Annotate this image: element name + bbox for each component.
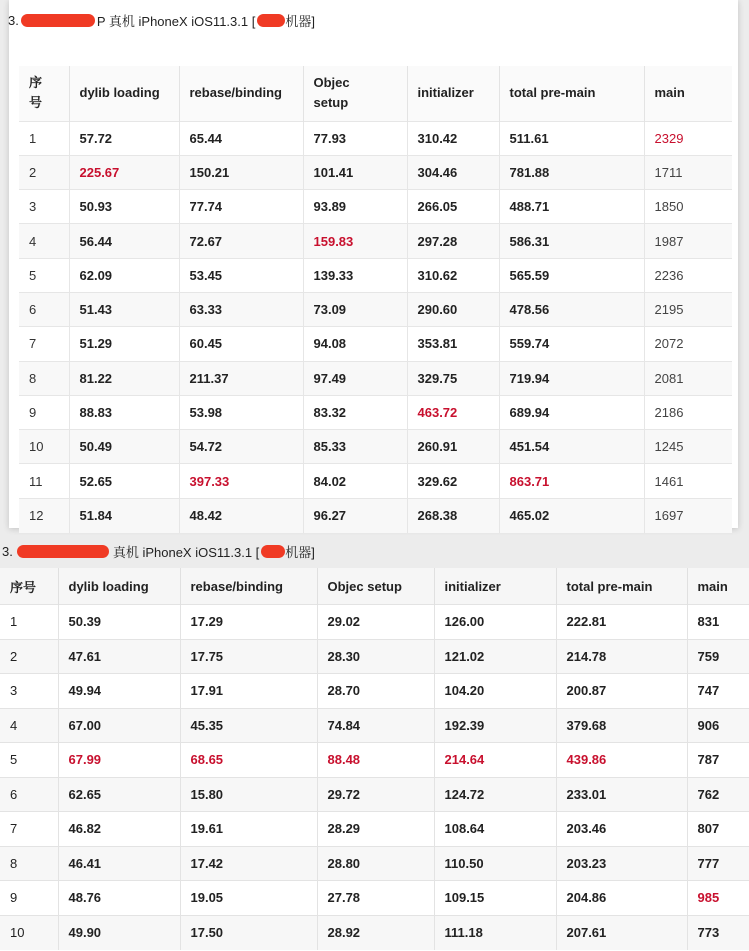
- table-cell: 111.18: [434, 915, 556, 950]
- row-index-cell: 8: [0, 846, 58, 881]
- table-cell: 110.50: [434, 846, 556, 881]
- column-header: total pre-main: [556, 568, 687, 605]
- table-cell: 2236: [654, 267, 684, 283]
- table-cell: 906: [697, 717, 720, 733]
- table-row: [0, 743, 749, 778]
- table-cell: 104.20: [434, 674, 556, 709]
- bottom-caption-suffix: 机器]: [285, 545, 315, 560]
- table-cell: 54.72: [179, 430, 303, 464]
- table-cell: 2186: [654, 405, 684, 421]
- table-row: [19, 258, 732, 292]
- table-cell: 48.76: [58, 881, 180, 916]
- table-row: [19, 190, 732, 224]
- table-cell: 51.84: [69, 498, 179, 532]
- table-cell: 586.31: [499, 224, 644, 258]
- table-cell: 88.83: [69, 395, 179, 429]
- table-cell: 29.72: [317, 777, 434, 812]
- table-cell: 29.02: [317, 605, 434, 640]
- table-cell: 200.87: [556, 674, 687, 709]
- table-row: [0, 812, 749, 847]
- row-index-cell: 1: [19, 121, 69, 155]
- row-index-cell: 11: [19, 464, 69, 498]
- table-cell: 17.42: [180, 846, 317, 881]
- row-index-cell: 5: [19, 258, 69, 292]
- table-cell: 81.22: [69, 361, 179, 395]
- table-row: [19, 395, 732, 429]
- table-cell: 51.43: [69, 292, 179, 326]
- redaction-mark: [21, 14, 95, 27]
- table-row: [0, 777, 749, 812]
- table-cell: 88.48: [317, 743, 434, 778]
- table-row: [19, 498, 732, 532]
- top-caption-suffix: 机器]: [285, 14, 315, 29]
- table-cell: 109.15: [434, 881, 556, 916]
- table-cell: 831: [697, 614, 720, 630]
- row-index-cell: 10: [19, 430, 69, 464]
- table-header-row: [0, 568, 749, 605]
- column-header: dylib loading: [58, 568, 180, 605]
- table-cell: 759: [697, 648, 720, 664]
- table-row: [0, 708, 749, 743]
- table-cell: 121.02: [434, 639, 556, 674]
- top-caption-middle: P 真机 iPhoneX iOS11.3.1 [: [96, 14, 256, 29]
- table-row: [0, 915, 749, 950]
- table-cell: 49.90: [58, 915, 180, 950]
- table-cell: 17.50: [180, 915, 317, 950]
- table-cell: 67.00: [58, 708, 180, 743]
- table-row: [0, 674, 749, 709]
- column-header: 序 号: [19, 66, 69, 121]
- table-cell: 2195: [654, 302, 684, 318]
- table-cell: 451.54: [499, 430, 644, 464]
- table-cell: 50.93: [69, 190, 179, 224]
- table-cell: 329.75: [407, 361, 499, 395]
- row-index-cell: 3: [19, 190, 69, 224]
- top-timing-table: [19, 66, 732, 533]
- table-cell: 463.72: [407, 395, 499, 429]
- column-header: Objec setup: [317, 568, 434, 605]
- table-cell: 353.81: [407, 327, 499, 361]
- row-index-cell: 9: [19, 395, 69, 429]
- column-header: rebase/binding: [179, 66, 303, 121]
- table-row: [0, 639, 749, 674]
- table-cell: 787: [697, 752, 720, 768]
- row-index-cell: 1: [0, 605, 58, 640]
- table-cell: 439.86: [556, 743, 687, 778]
- row-index-cell: 6: [0, 777, 58, 812]
- table-cell: 68.65: [180, 743, 317, 778]
- table-cell: 2081: [654, 370, 684, 386]
- column-header: initializer: [407, 66, 499, 121]
- table-row: [0, 881, 749, 916]
- redaction-mark: [17, 545, 109, 558]
- table-cell: 77.74: [179, 190, 303, 224]
- table-cell: 15.80: [180, 777, 317, 812]
- row-index-cell: 5: [0, 743, 58, 778]
- table-cell: 1987: [654, 233, 684, 249]
- table-cell: 73.09: [303, 292, 407, 326]
- table-cell: 46.41: [58, 846, 180, 881]
- row-index-cell: 6: [19, 292, 69, 326]
- table-cell: 719.94: [499, 361, 644, 395]
- table-row: [0, 846, 749, 881]
- table-cell: 28.29: [317, 812, 434, 847]
- table-cell: 192.39: [434, 708, 556, 743]
- row-index-cell: 4: [0, 708, 58, 743]
- column-header: main: [687, 568, 749, 605]
- table-cell: 27.78: [317, 881, 434, 916]
- table-cell: 329.62: [407, 464, 499, 498]
- table-cell: 93.89: [303, 190, 407, 224]
- row-index-cell: 12: [19, 498, 69, 532]
- column-header: initializer: [434, 568, 556, 605]
- row-index-cell: 4: [19, 224, 69, 258]
- table-cell: 101.41: [303, 155, 407, 189]
- table-cell: 150.21: [179, 155, 303, 189]
- table-cell: 62.09: [69, 258, 179, 292]
- table-row: [19, 327, 732, 361]
- table-cell: 47.61: [58, 639, 180, 674]
- table-cell: 17.75: [180, 639, 317, 674]
- table-row: [19, 430, 732, 464]
- table-cell: 159.83: [303, 224, 407, 258]
- table-cell: 60.45: [179, 327, 303, 361]
- table-cell: 204.86: [556, 881, 687, 916]
- table-cell: 28.92: [317, 915, 434, 950]
- table-cell: 46.82: [58, 812, 180, 847]
- table-cell: 1850: [654, 199, 684, 215]
- table-cell: 266.05: [407, 190, 499, 224]
- table-cell: 781.88: [499, 155, 644, 189]
- table-header-row: [19, 66, 732, 121]
- redaction-mark: [257, 14, 285, 27]
- row-index-cell: 2: [0, 639, 58, 674]
- table-cell: 1461: [654, 473, 684, 489]
- bottom-caption: [2, 542, 315, 561]
- table-cell: 233.01: [556, 777, 687, 812]
- table-cell: 53.98: [179, 395, 303, 429]
- table-cell: 1711: [654, 164, 683, 180]
- table-cell: 94.08: [303, 327, 407, 361]
- table-cell: 488.71: [499, 190, 644, 224]
- table-cell: 985: [697, 890, 720, 906]
- table-cell: 268.38: [407, 498, 499, 532]
- table-cell: 207.61: [556, 915, 687, 950]
- table-cell: 74.84: [317, 708, 434, 743]
- table-cell: 397.33: [179, 464, 303, 498]
- table-cell: 565.59: [499, 258, 644, 292]
- table-cell: 56.44: [69, 224, 179, 258]
- table-cell: 1245: [654, 439, 684, 455]
- table-cell: 19.05: [180, 881, 317, 916]
- table-cell: 2072: [654, 336, 684, 352]
- table-cell: 310.62: [407, 258, 499, 292]
- table-cell: 214.78: [556, 639, 687, 674]
- table-cell: 559.74: [499, 327, 644, 361]
- table-row: [0, 605, 749, 640]
- table-cell: 689.94: [499, 395, 644, 429]
- table-cell: 48.42: [179, 498, 303, 532]
- table-cell: 85.33: [303, 430, 407, 464]
- table-cell: 304.46: [407, 155, 499, 189]
- table-cell: 290.60: [407, 292, 499, 326]
- table-cell: 139.33: [303, 258, 407, 292]
- table-cell: 97.49: [303, 361, 407, 395]
- table-cell: 52.65: [69, 464, 179, 498]
- row-index-cell: 7: [19, 327, 69, 361]
- column-header: Objec setup: [303, 66, 407, 121]
- table-cell: 65.44: [179, 121, 303, 155]
- table-row: [19, 155, 732, 189]
- table-cell: 203.46: [556, 812, 687, 847]
- table-cell: 84.02: [303, 464, 407, 498]
- table-cell: 126.00: [434, 605, 556, 640]
- row-index-cell: 9: [0, 881, 58, 916]
- table-cell: 747: [697, 683, 720, 699]
- table-cell: 96.27: [303, 498, 407, 532]
- column-header: total pre-main: [499, 66, 644, 121]
- table-cell: 108.64: [434, 812, 556, 847]
- table-cell: 17.91: [180, 674, 317, 709]
- table-cell: 478.56: [499, 292, 644, 326]
- top-caption: [8, 11, 315, 30]
- row-index-cell: 2: [19, 155, 69, 189]
- table-cell: 762: [697, 786, 720, 802]
- table-cell: 203.23: [556, 846, 687, 881]
- table-cell: 214.64: [434, 743, 556, 778]
- table-cell: 2329: [654, 130, 684, 146]
- table-cell: 807: [697, 821, 720, 837]
- table-cell: 863.71: [499, 464, 644, 498]
- table-cell: 222.81: [556, 605, 687, 640]
- table-cell: 124.72: [434, 777, 556, 812]
- table-cell: 63.33: [179, 292, 303, 326]
- redaction-mark: [261, 545, 285, 558]
- bottom-caption-prefix: 3.: [2, 544, 13, 559]
- table-row: [19, 292, 732, 326]
- top-caption-prefix: 3.: [8, 13, 19, 28]
- table-cell: 62.65: [58, 777, 180, 812]
- column-header: 序号: [0, 568, 58, 605]
- table-cell: 67.99: [58, 743, 180, 778]
- table-cell: 17.29: [180, 605, 317, 640]
- table-cell: 19.61: [180, 812, 317, 847]
- table-cell: 50.39: [58, 605, 180, 640]
- column-header: main: [654, 85, 685, 101]
- table-cell: 50.49: [69, 430, 179, 464]
- row-index-cell: 8: [19, 361, 69, 395]
- table-cell: 83.32: [303, 395, 407, 429]
- table-cell: 777: [697, 855, 720, 871]
- column-header: rebase/binding: [180, 568, 317, 605]
- table-cell: 28.30: [317, 639, 434, 674]
- table-cell: 297.28: [407, 224, 499, 258]
- table-cell: 28.70: [317, 674, 434, 709]
- table-cell: 53.45: [179, 258, 303, 292]
- table-cell: 773: [697, 925, 720, 940]
- table-row: [19, 464, 732, 498]
- table-cell: 211.37: [179, 361, 303, 395]
- table-row: [19, 361, 732, 395]
- table-cell: 45.35: [180, 708, 317, 743]
- table-cell: 465.02: [499, 498, 644, 532]
- table-cell: 225.67: [69, 155, 179, 189]
- bottom-timing-table: [0, 568, 749, 950]
- table-cell: 49.94: [58, 674, 180, 709]
- table-cell: 51.29: [69, 327, 179, 361]
- row-index-cell: 10: [0, 915, 58, 950]
- table-cell: 379.68: [556, 708, 687, 743]
- table-cell: 77.93: [303, 121, 407, 155]
- table-cell: 28.80: [317, 846, 434, 881]
- table-row: [19, 121, 732, 155]
- table-cell: 310.42: [407, 121, 499, 155]
- table-row: [19, 224, 732, 258]
- table-cell: 260.91: [407, 430, 499, 464]
- column-header: dylib loading: [69, 66, 179, 121]
- table-cell: 72.67: [179, 224, 303, 258]
- table-cell: 1697: [654, 508, 684, 524]
- row-index-cell: 7: [0, 812, 58, 847]
- row-index-cell: 3: [0, 674, 58, 709]
- table-cell: 57.72: [69, 121, 179, 155]
- table-cell: 511.61: [499, 121, 644, 155]
- bottom-caption-middle: 真机 iPhoneX iOS11.3.1 [: [112, 545, 260, 560]
